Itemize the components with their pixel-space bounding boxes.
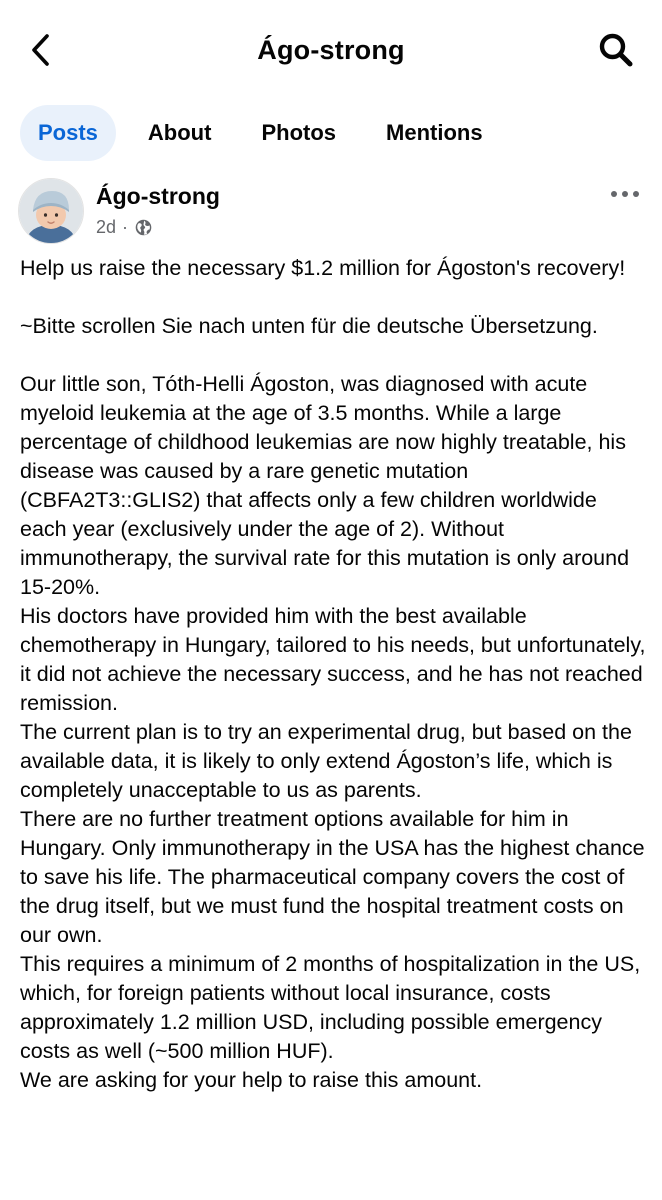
paragraph-spacer [20,283,646,312]
post-paragraph: ~Bitte scrollen Sie nach unten für die deutsche Übersetzung. [20,314,598,338]
search-icon [598,32,634,68]
tab-photos[interactable]: Photos [261,120,337,145]
tab-about[interactable]: About [147,120,212,145]
post-paragraph: The current plan is to try an experimental drug, but based on the available data, it is likely to only extend Ágoston’s life, which is completely unacceptable to us as parents. [20,720,632,802]
post-paragraph: We are asking for your help to raise this amount. [20,1068,483,1092]
baby-avatar-image [19,179,83,243]
post-meta [96,214,152,240]
post-paragraph: This requires a minimum of 2 months of hospitalization in the US, which, for foreign patients without local insurance, costs approximately 1.2 million USD, including possible emergency costs as well (~500 million HUF). [20,952,641,1063]
search-button[interactable] [596,30,636,70]
profile-tabs [20,104,515,162]
paragraph-spacer [20,341,646,370]
more-options-button[interactable] [608,184,642,204]
post-author-name[interactable]: Ágo-strong [96,183,220,209]
meta-separator: · [122,217,129,237]
post-paragraph: Help us raise the necessary $1.2 million for Ágoston's recovery! [20,256,626,280]
avatar[interactable] [18,178,84,244]
post-timestamp[interactable]: 2d [96,217,117,237]
post-body [20,254,646,1095]
tab-posts[interactable]: Posts [20,105,116,161]
globe-icon [135,219,152,236]
page-title: Ágo-strong [257,35,405,65]
post-paragraph: There are no further treatment options available for him in Hungary. Only immunotherapy in the USA has the highest chance to save his life. The pharmaceutical company covers the cost of the drug itself, but we must fund the hospital treatment costs on our own. [20,807,645,947]
post-header [18,176,644,246]
tab-mentions[interactable]: Mentions [386,120,483,145]
post-paragraph: Our little son, Tóth-Helli Ágoston, was diagnosed with acute myeloid leukemia at the age of 3.5 months. While a large percentage of childhood leukemias are now highly treatable, his disease was caused by a rare genetic mutation (CBFA2T3::GLIS2) that affects only a few children worldwide each year (exclusively under the age of 2). Without immunotherapy, the survival rate for this mutation is only around 15-20%. [20,372,630,599]
more-horizontal-icon [610,190,640,198]
top-bar [0,0,662,100]
post-paragraph: His doctors have provided him with the best available chemotherapy in Hungary, tailored to his needs, but unfortunately, it did not achieve the necessary success, and he has not reached remission. [20,604,646,715]
